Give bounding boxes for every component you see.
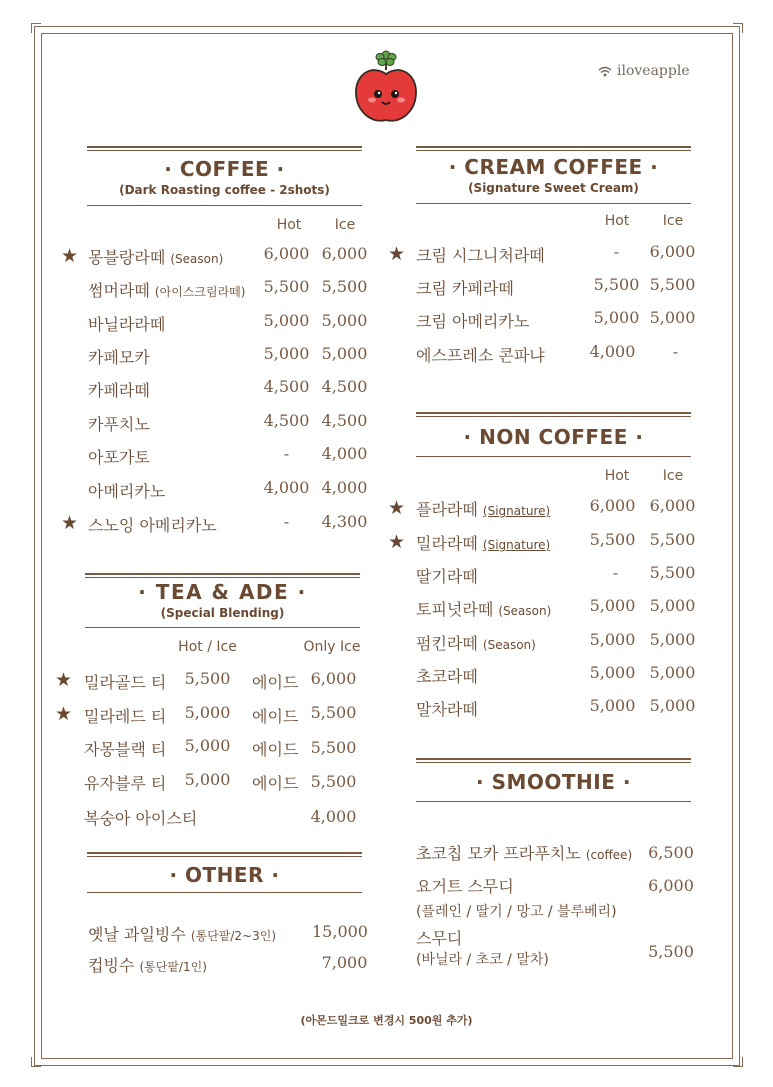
section-rule xyxy=(416,456,691,457)
apple-mascot-icon xyxy=(352,48,420,126)
star-icon: ★ xyxy=(388,531,406,553)
menu-item: 요거트 스무디 xyxy=(416,877,514,896)
price-hot: 5,000 xyxy=(263,344,310,363)
wifi-icon xyxy=(598,66,612,77)
price-ice: 5,500 xyxy=(649,563,696,582)
brand-name: iloveapple xyxy=(617,63,690,79)
menu-item: 카페모카 xyxy=(88,348,150,367)
price-hot: 5,000 xyxy=(263,311,310,330)
ade-label: 에이드 xyxy=(252,707,299,726)
menu-item: 썸머라떼 (아이스크림라떼) xyxy=(88,281,246,300)
menu-item: 밀라골드 티 xyxy=(84,673,167,692)
price-hot: 5,500 xyxy=(589,530,636,549)
star-icon: ★ xyxy=(388,497,406,519)
section-title: · NON COFFEE · xyxy=(463,425,644,449)
price-ice: 4,000 xyxy=(321,444,368,463)
price-hot: 6,000 xyxy=(589,496,636,515)
column-header-ice: Ice xyxy=(662,468,684,484)
price: 4,000 xyxy=(310,807,357,826)
price-ice: - xyxy=(672,342,679,361)
price-ice: 5,000 xyxy=(649,596,696,615)
brand-label xyxy=(598,63,690,79)
section-subtitle: (Signature Sweet Cream) xyxy=(468,181,639,195)
price-ice: 5,000 xyxy=(649,630,696,649)
menu-item: 플라라떼 (Signature) xyxy=(416,500,551,519)
menu-item: 초코라떼 xyxy=(416,667,478,686)
menu-item: 크림 시그니처라떼 xyxy=(416,246,545,265)
price-hot: 5,000 xyxy=(593,308,640,327)
price-hot: 4,000 xyxy=(589,342,636,361)
price-hot: 5,500 xyxy=(593,275,640,294)
menu-item: 에스프레소 콘파냐 xyxy=(416,346,545,365)
price-hot: 6,000 xyxy=(263,244,310,263)
price: 5,000 xyxy=(184,703,231,722)
menu-item: 펌킨라떼 (Season) xyxy=(416,634,536,653)
column-header-hot-ice: Hot / Ice xyxy=(178,639,237,655)
price-ice: 6,000 xyxy=(321,244,368,263)
section-rule xyxy=(87,892,362,893)
menu-item-options: (바닐라 / 초코 / 말차) xyxy=(416,952,549,968)
price-hot: 5,000 xyxy=(589,630,636,649)
price: 5,000 xyxy=(184,736,231,755)
price-ice: 5,000 xyxy=(321,344,368,363)
price-ice: 4,500 xyxy=(321,377,368,396)
price-hot: - xyxy=(613,242,620,261)
section-rule xyxy=(416,203,691,204)
price-hot: - xyxy=(283,512,290,531)
menu-item: 토피넛라떼 (Season) xyxy=(416,600,552,619)
price: 6,000 xyxy=(648,876,694,895)
ade-price: 6,000 xyxy=(310,669,357,688)
star-icon: ★ xyxy=(388,243,406,265)
price-ice: 5,500 xyxy=(649,530,696,549)
section-rule xyxy=(87,146,362,151)
menu-item: 아포가토 xyxy=(88,448,150,467)
section-rule xyxy=(416,758,691,763)
price-hot: 5,000 xyxy=(589,596,636,615)
corner-ornament xyxy=(733,23,743,33)
corner-ornament xyxy=(31,1057,41,1067)
price-ice: 5,000 xyxy=(321,311,368,330)
star-icon: ★ xyxy=(61,512,79,534)
menu-item: 초코칩 모카 프라푸치노 (coffee) xyxy=(416,844,633,863)
section-rule xyxy=(85,573,360,578)
section-title: · TEA & ADE · xyxy=(138,580,307,604)
price-hot: 4,500 xyxy=(263,377,310,396)
price: 5,500 xyxy=(184,669,231,688)
column-header-ice: Ice xyxy=(662,213,684,229)
menu-item: 유자블루 티 xyxy=(84,774,167,793)
ade-label: 에이드 xyxy=(252,673,299,692)
menu-item: 자몽블랙 티 xyxy=(84,740,167,759)
price-ice: 4,000 xyxy=(321,478,368,497)
price: 15,000 xyxy=(312,922,368,941)
column-header-hot: Hot xyxy=(604,468,630,484)
star-icon: ★ xyxy=(61,245,79,267)
price-ice: 5,500 xyxy=(321,277,368,296)
star-icon: ★ xyxy=(55,703,73,725)
price: 6,500 xyxy=(648,843,694,862)
menu-item: 스무디 xyxy=(416,929,463,948)
price: 5,500 xyxy=(648,942,694,961)
footer-note: (아몬드밀크로 변경시 500원 추가) xyxy=(300,1014,473,1027)
column-header-hot: Hot xyxy=(604,213,630,229)
price-hot: 5,000 xyxy=(589,663,636,682)
column-header-hot: Hot xyxy=(276,217,302,233)
section-title: · COFFEE · xyxy=(164,157,285,181)
ade-label: 에이드 xyxy=(252,774,299,793)
price-ice: 5,000 xyxy=(649,696,696,715)
section-rule xyxy=(416,801,691,802)
menu-item: 컵빙수 (통단팥/1인) xyxy=(88,956,207,975)
price: 5,000 xyxy=(184,770,231,789)
price-ice: 4,500 xyxy=(321,411,368,430)
menu-item: 카페라떼 xyxy=(88,381,150,400)
ade-label: 에이드 xyxy=(252,740,299,759)
section-rule xyxy=(416,412,691,417)
menu-item-options: (플레인 / 딸기 / 망고 / 블루베리) xyxy=(416,904,617,920)
menu-item: 복숭아 아이스티 xyxy=(84,809,198,828)
menu-item: 밀라레드 티 xyxy=(84,707,167,726)
column-header-ice: Ice xyxy=(334,217,356,233)
section-subtitle: (Special Blending) xyxy=(160,606,285,620)
menu-item: 크림 아메리카노 xyxy=(416,312,530,331)
column-header-only-ice: Only Ice xyxy=(303,639,361,655)
menu-item: 밀라라떼 (Signature) xyxy=(416,534,551,553)
price-ice: 6,000 xyxy=(649,496,696,515)
menu-item: 딸기라떼 xyxy=(416,567,478,586)
menu-item: 크림 카페라떼 xyxy=(416,279,514,298)
section-rule xyxy=(87,852,362,857)
menu-item: 말차라떼 xyxy=(416,700,478,719)
price-hot: - xyxy=(283,444,290,463)
section-rule xyxy=(85,627,360,628)
menu-item: 카푸치노 xyxy=(88,415,150,434)
ade-price: 5,500 xyxy=(310,772,357,791)
menu-item: 스노잉 아메리카노 xyxy=(88,516,217,535)
section-rule xyxy=(87,205,362,206)
price: 7,000 xyxy=(321,953,368,972)
price-ice: 6,000 xyxy=(649,242,696,261)
section-title: · CREAM COFFEE · xyxy=(448,155,659,179)
corner-ornament xyxy=(31,23,41,33)
section-title: · OTHER · xyxy=(169,863,280,887)
star-icon: ★ xyxy=(55,669,73,691)
ade-price: 5,500 xyxy=(310,738,357,757)
price-ice: 5,000 xyxy=(649,663,696,682)
price-hot: 5,500 xyxy=(263,277,310,296)
section-title: · SMOOTHIE · xyxy=(476,770,631,794)
price-hot: 4,500 xyxy=(263,411,310,430)
menu-item: 몽블랑라떼 (Season) xyxy=(88,248,224,267)
price-hot: 4,000 xyxy=(263,478,310,497)
menu-item: 아메리카노 xyxy=(88,482,166,501)
price-hot: - xyxy=(612,563,619,582)
ade-price: 5,500 xyxy=(310,703,357,722)
price-ice: 4,300 xyxy=(321,512,368,531)
section-subtitle: (Dark Roasting coffee - 2shots) xyxy=(119,183,330,197)
price-ice: 5,500 xyxy=(649,275,696,294)
price-hot: 5,000 xyxy=(589,696,636,715)
menu-item: 옛날 과일빙수 (통단팥/2~3인) xyxy=(88,925,277,944)
menu-item: 바닐라라떼 xyxy=(88,315,166,334)
corner-ornament xyxy=(733,1057,743,1067)
price-ice: 5,000 xyxy=(649,308,696,327)
section-rule xyxy=(416,146,691,151)
